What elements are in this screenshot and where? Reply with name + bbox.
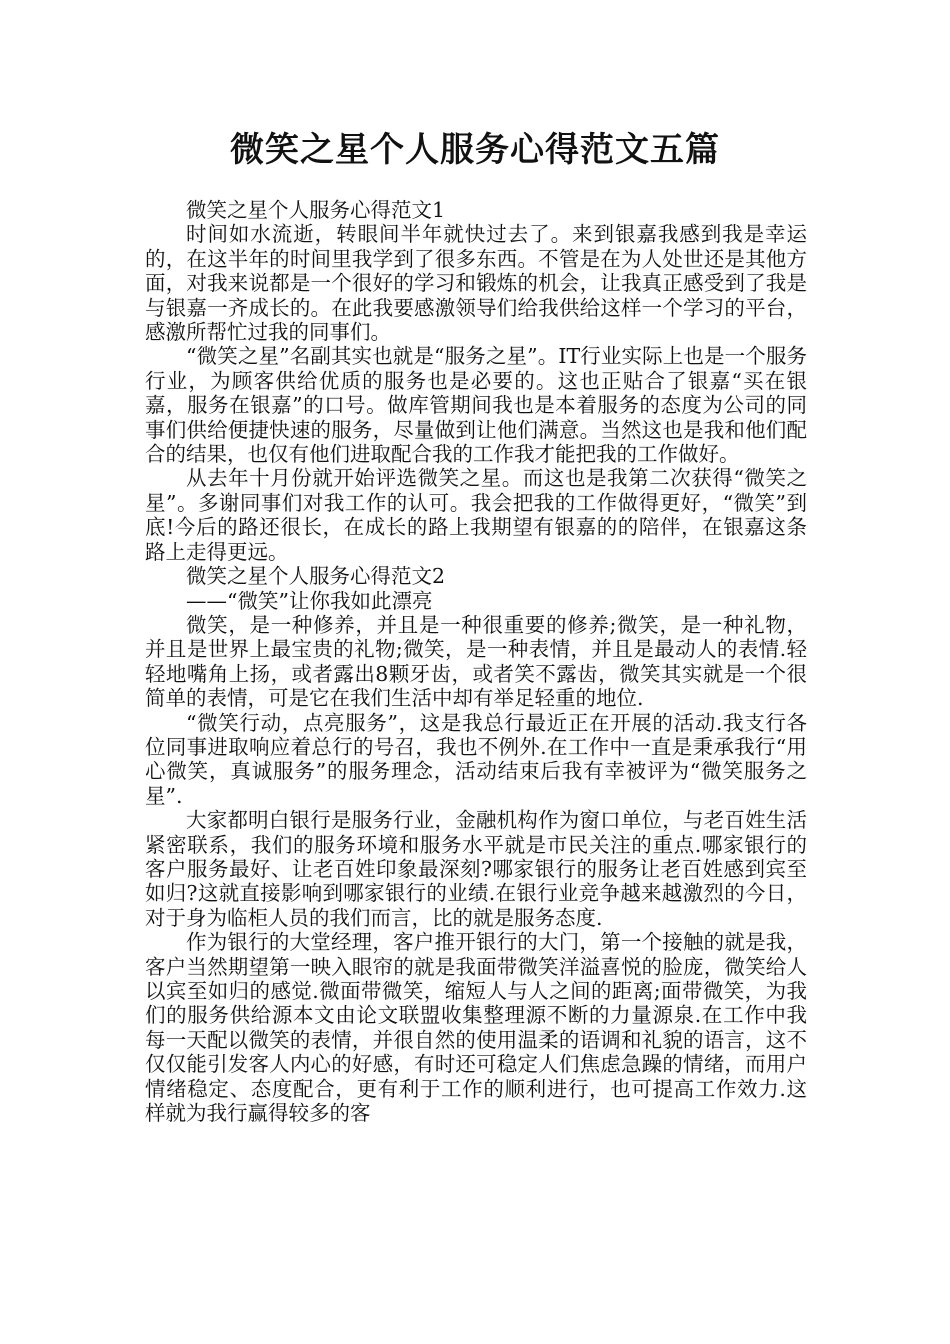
section-heading-2: 微笑之星个人服务心得范文2 <box>186 564 446 589</box>
paragraph: 作为银行的大堂经理，客户推开银行的大门，第一个接触的就是我，客户当然期望第一映入眼帘的就是我面带微笑洋溢喜悦的脸庞，微笑给人以宾至如归的感觉.微面带微笑，缩短人与人之间的距离;面带微笑，为我们的服务供给源本文由论文联盟收集整理源不断的力量源泉.在工作中我每一天配以微笑的表情，并很自然的使用温柔的语调和礼貌的语言，这不仅仅能引发客人内心的好感，有时还可稳定人们焦虑急躁的情绪，而用户情绪稳定、态度配合，更有利于工作的顺利进行，也可提高工作效力.这样就为我行赢得较多的客 <box>145 930 807 1126</box>
document-title: 微笑之星个人服务心得范文五篇 <box>230 130 720 170</box>
paragraph: 时间如水流逝，转眼间半年就快过去了。来到银嘉我感到我是幸运的，在这半年的时间里我学到了很多东西。不管是在为人处世还是其他方面，对我来说都是一个很好的学习和锻炼的机会，让我真正感受到了我是与银嘉一齐成长的。在此我要感激领导们给我供给这样一个学习的平台，感激所帮忙过我的同事们。 <box>145 222 807 345</box>
document-body <box>145 198 807 1125</box>
paragraph: “微笑之星”名副其实也就是“服务之星”。IT行业实际上也是一个服务行业，为顾客供给优质的服务也是必要的。这也正贴合了银嘉“买在银嘉，服务在银嘉”的口号。做库管期间我也是本着服务的态度为公司的同事们供给便捷快速的服务，尽量做到让他们满意。当然这也是我和他们配合的结果，也仅有他们进取配合我的工作我才能把我的工作做好。 <box>145 344 807 467</box>
paragraph: 从去年十月份就开始评选微笑之星。而这也是我第二次获得“微笑之星”。多谢同事们对我工作的认可。我会把我的工作做得更好，“微笑”到底!今后的路还很长，在成长的路上我期望有银嘉的的陪伴，在银嘉这条路上走得更远。 <box>145 466 807 564</box>
section-heading-1: 微笑之星个人服务心得范文1 <box>186 198 446 222</box>
paragraph: 微笑，是一种修养，并且是一种很重要的修养;微笑，是一种礼物，并且是世界上最宝贵的礼物;微笑，是一种表情，并且是最动人的表情.轻轻地嘴角上扬，或者露出8颗牙齿，或者笑不露齿，微笑其实就是一个很简单的表情，可是它在我们生活中却有举足轻重的地位. <box>145 612 807 711</box>
paragraph: 大家都明白银行是服务行业，金融机构作为窗口单位，与老百姓生活紧密联系，我们的服务环境和服务水平就是市民关注的重点.哪家银行的客户服务最好、让老百姓印象最深刻?哪家银行的服务让老百姓感到宾至如归?这就直接影响到哪家银行的业绩.在银行业竞争越来越激烈的今日，对于身为临柜人员的我们而言，比的就是服务态度. <box>145 808 807 930</box>
paragraph: “微笑行动，点亮服务”，这是我总行最近正在开展的活动.我支行各位同事进取响应着总行的号召，我也不例外.在工作中一直是秉承我行“用心微笑，真诚服务”的服务理念，活动结束后我有幸被评为“微笑服务之星”. <box>145 710 807 808</box>
section-subtitle: ——“微笑”让你我如此漂亮 <box>186 588 433 613</box>
